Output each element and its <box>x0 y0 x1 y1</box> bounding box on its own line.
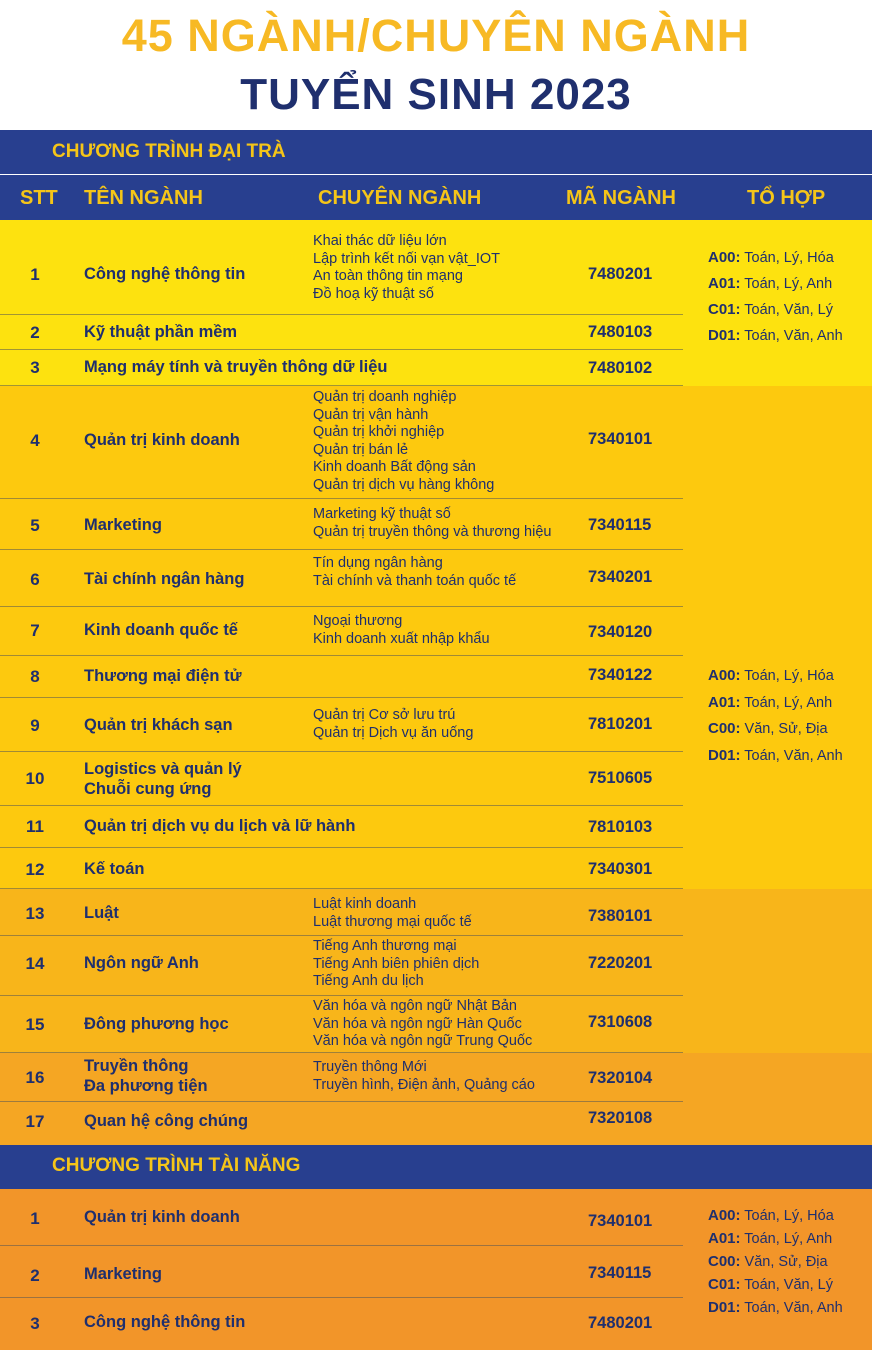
row-name: Truyền thông <box>84 1057 189 1075</box>
combo-code: A01: <box>708 693 741 711</box>
header-name: TÊN NGÀNH <box>84 187 203 209</box>
program-title-talent: CHƯƠNG TRÌNH TÀI NĂNG <box>52 1155 301 1176</box>
row-spec-item: Quản trị dịch vụ hàng không <box>313 477 495 493</box>
combo-code: A01: <box>708 1230 741 1247</box>
row-name: Quan hệ công chúng <box>84 1112 249 1130</box>
row-code: 7480201 <box>588 265 653 283</box>
row-name: Luật <box>84 904 119 922</box>
combo-line <box>708 1253 843 1276</box>
combo-line <box>708 1299 843 1322</box>
row-spec-item: Lập trình kết nối vạn vật_IOT <box>313 250 500 267</box>
combo-subjects: Toán, Văn, Anh <box>740 328 843 344</box>
row-name: Đông phương học <box>84 1015 229 1033</box>
combo-code: C00: <box>708 720 741 737</box>
talent-code: 7340115 <box>588 1264 652 1282</box>
row-stt: 13 <box>25 904 45 923</box>
combo-line <box>708 275 843 301</box>
talent-name: Quản trị kinh doanh <box>84 1208 240 1226</box>
row-spec-item: Luật kinh doanh <box>313 896 417 912</box>
talent-name: Marketing <box>84 1265 162 1283</box>
row-code: 7340101 <box>588 430 653 448</box>
program-bar-regular <box>0 130 872 174</box>
row-code: 7340120 <box>588 623 653 641</box>
row-stt: 12 <box>25 860 45 879</box>
row-stt: 14 <box>25 954 45 973</box>
combo-code: A00: <box>708 1207 741 1224</box>
row-spec-item: Văn hóa và ngôn ngữ Hàn Quốc <box>313 1015 522 1032</box>
table-header <box>0 175 872 220</box>
row-name: Công nghệ thông tin <box>84 265 246 283</box>
row-code: 7340201 <box>588 568 653 586</box>
row-spec-item: Truyền hình, Điện ảnh, Quảng cáo <box>313 1076 535 1093</box>
row-name: Quản trị dịch vụ du lịch và lữ hành <box>84 817 356 835</box>
combo-subjects: Toán, Lý, Hóa <box>740 668 834 684</box>
combo-group-2 <box>708 667 843 773</box>
row-code: 7480102 <box>588 359 653 377</box>
combo-code: C00: <box>708 1253 741 1270</box>
row-name-line2: Chuỗi cung ứng <box>84 780 212 798</box>
combo-line <box>708 1207 843 1230</box>
row-spec-item: Đồ hoạ kỹ thuật số <box>313 285 434 302</box>
combo-line <box>708 694 843 721</box>
row-name: Tài chính ngân hàng <box>84 570 245 588</box>
combo-code: D01: <box>708 1299 741 1316</box>
row-code: 7320104 <box>588 1069 653 1087</box>
row-name: Kinh doanh quốc tế <box>84 621 238 639</box>
header-stt: STT <box>20 187 58 209</box>
combo-line <box>708 667 843 694</box>
row-spec-item: Tiếng Anh thương mại <box>313 938 457 954</box>
combo-code: A00: <box>708 249 741 266</box>
combo-code: C01: <box>708 1276 741 1293</box>
combo-group-1 <box>708 249 843 353</box>
row-name: Thương mại điện tử <box>84 667 242 685</box>
combo-subjects: Toán, Văn, Lý <box>740 302 833 318</box>
row-spec-item: Tài chính và thanh toán quốc tế <box>313 572 517 589</box>
row-code: 7340115 <box>588 516 652 534</box>
talent-stt: 3 <box>30 1314 40 1333</box>
row-spec-item: Quản trị Cơ sở lưu trú <box>313 707 456 723</box>
row-name: Logistics và quản lý <box>84 760 242 778</box>
combo-subjects: Toán, Văn, Lý <box>740 1277 833 1293</box>
combo-subjects: Toán, Lý, Anh <box>740 276 833 292</box>
header-combo: TỔ HỢP <box>747 187 826 209</box>
combo-subjects: Toán, Lý, Hóa <box>740 1208 834 1224</box>
header-code: MÃ NGÀNH <box>566 187 676 209</box>
program-bar-talent <box>0 1145 872 1189</box>
row-stt: 15 <box>25 1015 45 1034</box>
row-name-line2: Đa phương tiện <box>84 1077 208 1095</box>
combo-line <box>708 720 843 747</box>
row-spec-item: Văn hóa và ngôn ngữ Trung Quốc <box>313 1033 533 1050</box>
row-stt: 3 <box>30 358 40 377</box>
row-code: 7340122 <box>588 666 653 684</box>
row-name: Quản trị kinh doanh <box>84 431 240 449</box>
combo-subjects: Toán, Văn, Anh <box>740 1300 843 1316</box>
combo-subjects: Toán, Lý, Anh <box>740 1231 833 1247</box>
talent-code: 7480201 <box>588 1314 653 1332</box>
row-spec-item: Quản trị bán lẻ <box>313 441 409 458</box>
row-stt: 16 <box>25 1067 45 1087</box>
row-name: Ngôn ngữ Anh <box>84 954 199 972</box>
row-stt: 5 <box>30 516 40 535</box>
row-code: 7310608 <box>588 1013 653 1031</box>
combo-code: A00: <box>708 667 741 684</box>
row-stt: 17 <box>25 1112 45 1131</box>
row-spec-item: Khai thác dữ liệu lớn <box>313 233 447 249</box>
row-stt: 9 <box>30 716 40 735</box>
row-stt: 7 <box>30 621 40 640</box>
row-spec-item: Marketing kỹ thuật số <box>313 506 451 522</box>
combo-subjects: Văn, Sử, Địa <box>740 721 828 737</box>
row-stt: 6 <box>30 570 40 589</box>
row-name: Kế toán <box>84 860 145 878</box>
row-stt: 4 <box>30 431 40 450</box>
row-spec-item: Tín dụng ngân hàng <box>313 555 443 571</box>
combo-code: D01: <box>708 327 741 344</box>
row-spec-item: Kinh doanh Bất động sản <box>313 459 476 476</box>
row-spec-item: An toàn thông tin mạng <box>313 268 463 285</box>
row-code: 7320108 <box>588 1109 653 1127</box>
row-spec-item: Tiếng Anh biên phiên dịch <box>313 955 480 972</box>
combo-code: A01: <box>708 275 741 292</box>
talent-name: Công nghệ thông tin <box>84 1313 246 1331</box>
row-code: 7810103 <box>588 818 653 836</box>
combo-line <box>708 1276 843 1299</box>
row-stt: 2 <box>30 323 40 342</box>
row-name: Quản trị khách sạn <box>84 716 233 734</box>
row-spec-item: Kinh doanh xuất nhập khẩu <box>313 630 490 647</box>
combo-group-3 <box>708 1207 843 1322</box>
page-title-line1: 45 NGÀNH/CHUYÊN NGÀNH <box>121 10 751 61</box>
row-code: 7480103 <box>588 323 653 341</box>
combo-line <box>708 1230 843 1253</box>
row-spec-item: Quản trị doanh nghiệp <box>313 389 457 405</box>
row-name: Marketing <box>84 516 162 534</box>
header-spec: CHUYÊN NGÀNH <box>318 187 482 209</box>
program-title-regular: CHƯƠNG TRÌNH ĐẠI TRÀ <box>52 141 286 162</box>
combo-line <box>708 301 843 327</box>
combo-subjects: Toán, Lý, Hóa <box>740 250 834 266</box>
row-stt: 8 <box>30 667 40 686</box>
row-code: 7810201 <box>588 715 653 733</box>
row-spec-item: Quản trị vận hành <box>313 406 429 423</box>
row-stt: 11 <box>26 817 44 836</box>
row-code: 7220201 <box>588 954 653 972</box>
row-spec-item: Ngoại thương <box>313 613 403 629</box>
row-spec-item: Quản trị khởi nghiệp <box>313 424 445 441</box>
row-spec-item: Văn hóa và ngôn ngữ Nhật Bản <box>313 998 517 1014</box>
combo-subjects: Văn, Sử, Địa <box>740 1254 828 1270</box>
combo-code: C01: <box>708 301 741 318</box>
talent-stt: 1 <box>30 1209 40 1228</box>
row-stt: 1 <box>30 265 40 284</box>
row-spec-item: Luật thương mại quốc tế <box>313 913 472 930</box>
talent-code: 7340101 <box>588 1212 653 1230</box>
row-spec-item: Truyền thông Mới <box>313 1059 427 1075</box>
talent-stt: 2 <box>30 1266 40 1285</box>
combo-subjects: Toán, Lý, Anh <box>740 694 833 711</box>
row-spec-item: Quản trị truyền thông và thương hiệu <box>313 523 552 540</box>
combo-subjects: Toán, Văn, Anh <box>740 747 843 764</box>
row-stt: 10 <box>25 769 45 788</box>
row-name: Kỹ thuật phần mềm <box>84 323 238 341</box>
combo-line <box>708 327 843 353</box>
row-spec-item: Quản trị Dịch vụ ăn uống <box>313 724 474 741</box>
row-code: 7510605 <box>588 769 653 787</box>
row-code: 7340301 <box>588 860 653 878</box>
combo-line <box>708 747 843 774</box>
page-title-line2: TUYỂN SINH 2023 <box>240 70 632 119</box>
combo-code: D01: <box>708 746 741 764</box>
row-code: 7380101 <box>588 907 653 925</box>
combo-line <box>708 249 843 275</box>
row-spec-item: Tiếng Anh du lịch <box>313 973 424 990</box>
row-name: Mạng máy tính và truyền thông dữ liệu <box>84 358 388 376</box>
